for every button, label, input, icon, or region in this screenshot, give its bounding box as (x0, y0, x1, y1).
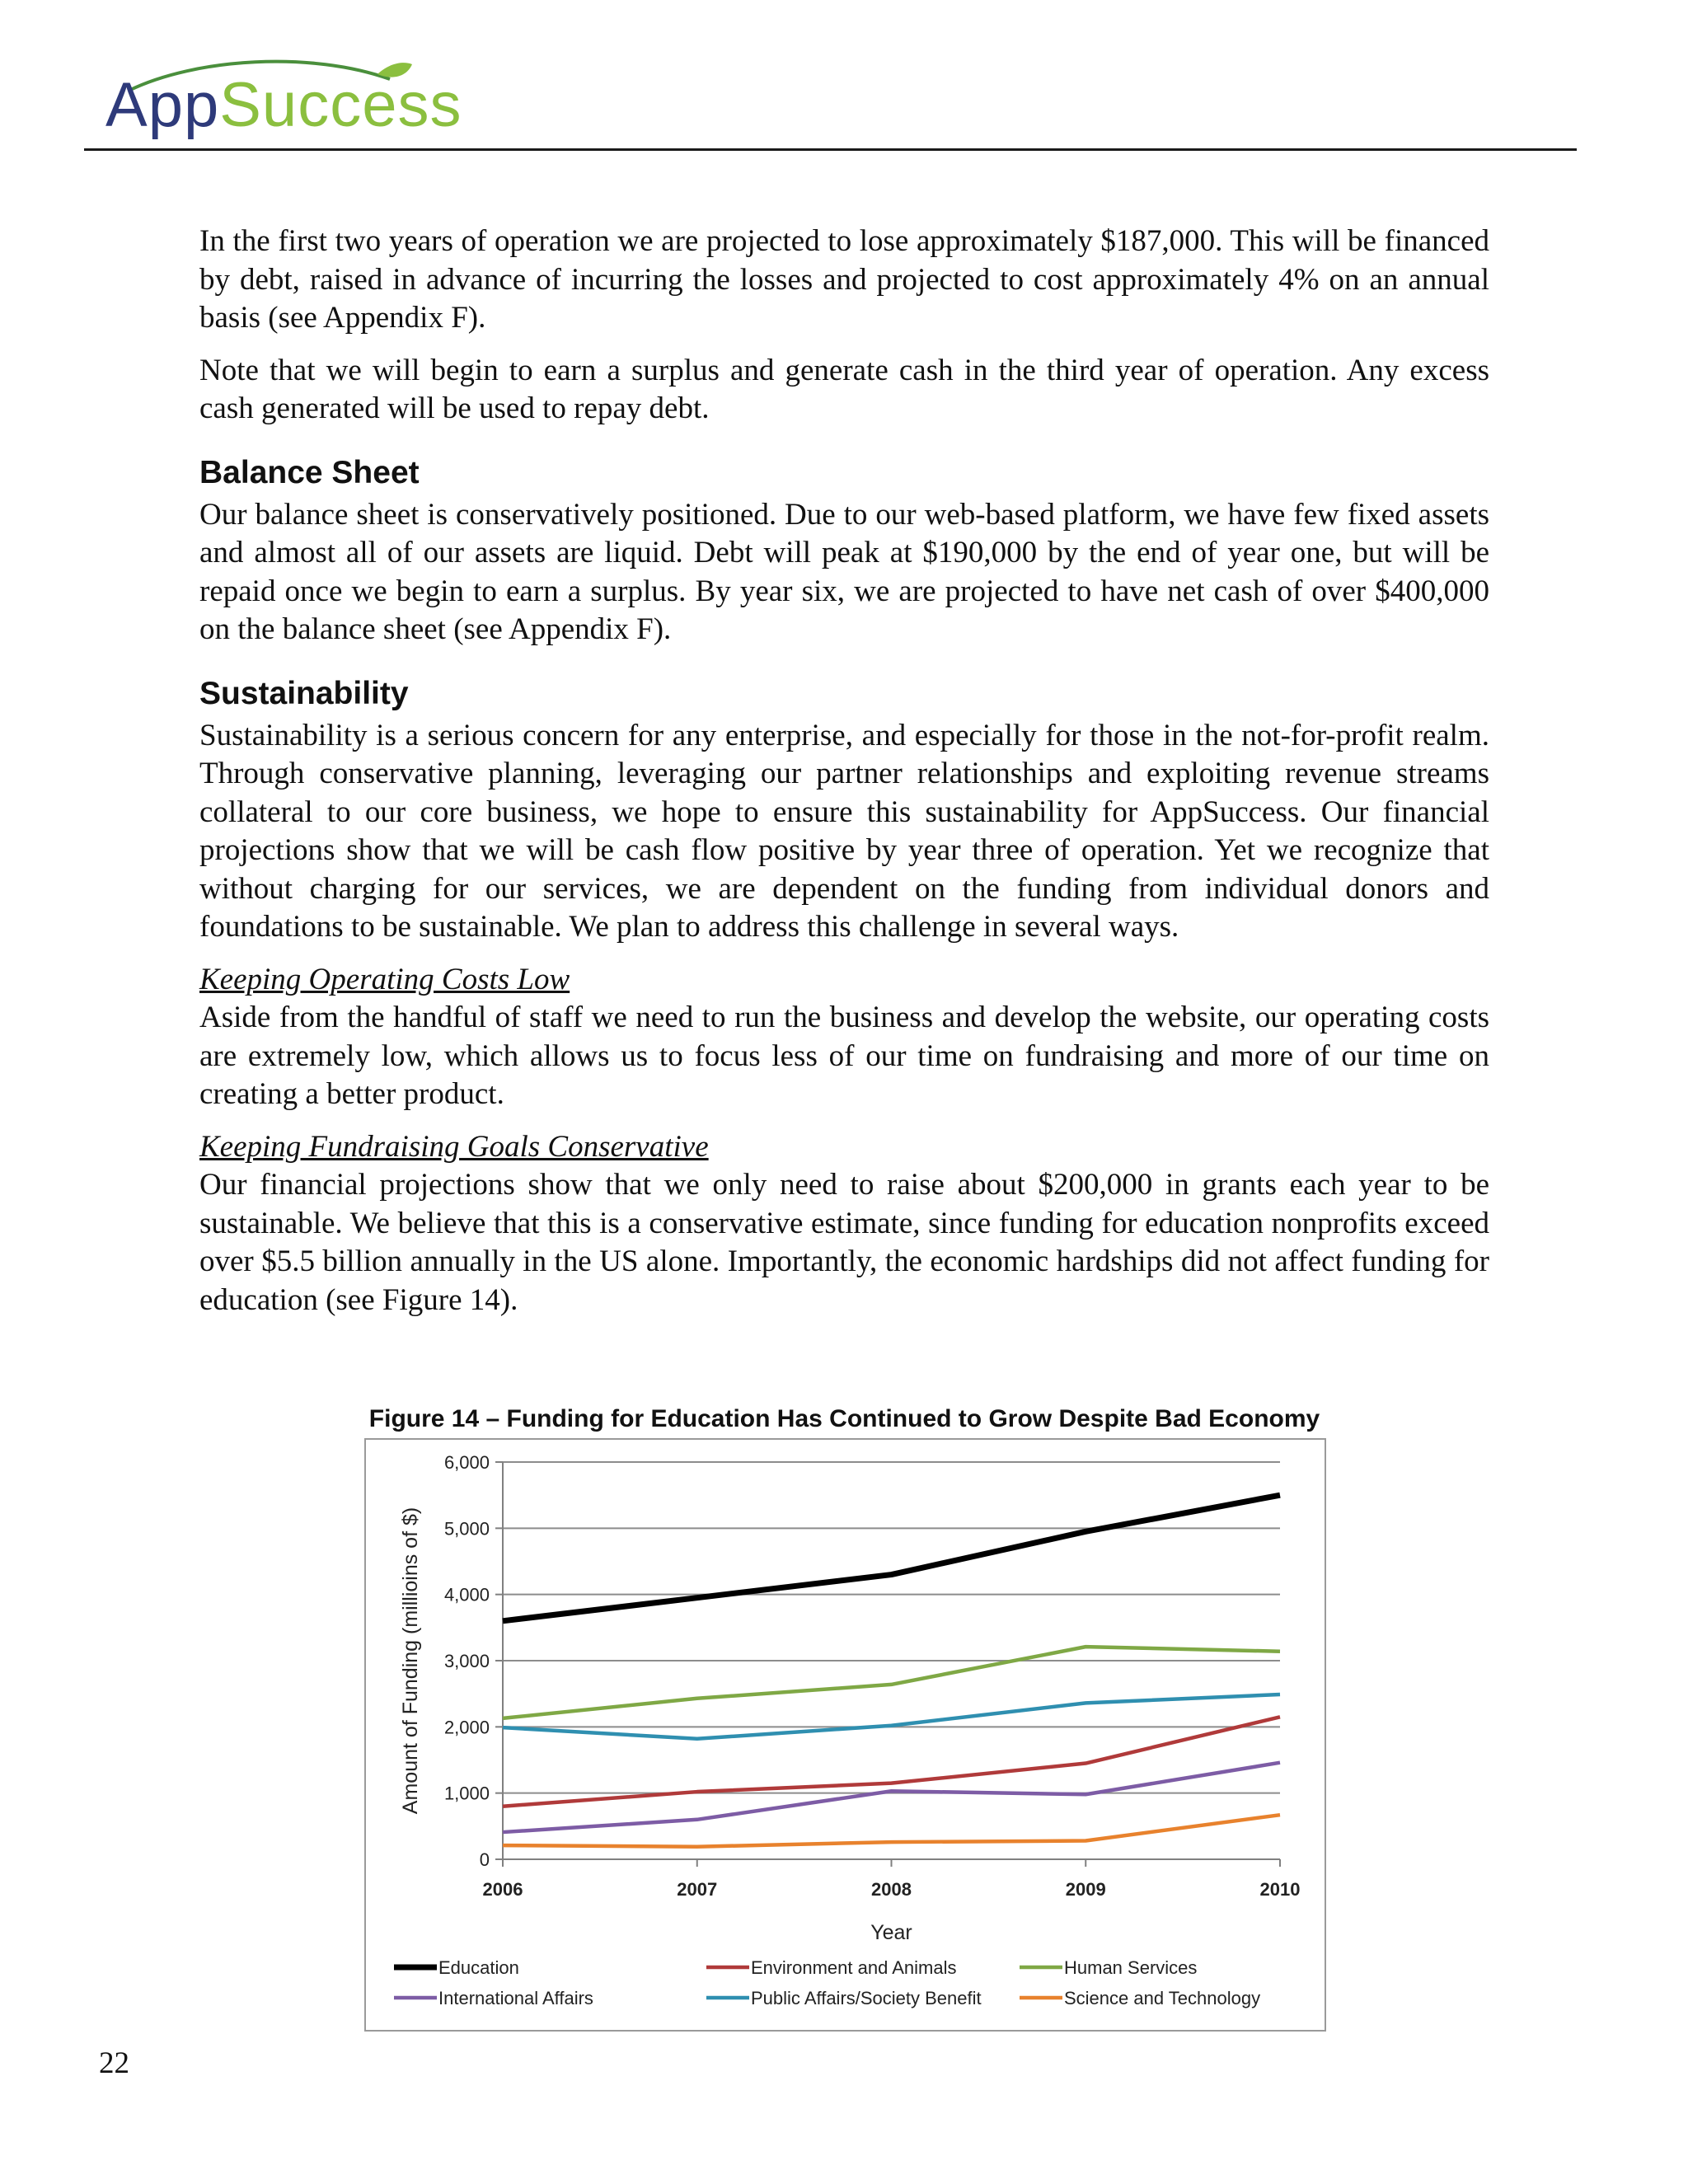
legend-label-international-affairs: International Affairs (438, 1988, 593, 2008)
figure-caption: Figure 14 – Funding for Education Has Continued to Grow Despite Bad Economy (368, 1405, 1320, 1432)
paragraph-sustainability: Sustainability is a serious concern for any enterprise, and especially for those in the not-for-profit realm. Through conservative planning, leveraging our partner relationships and exploiting revenue streams collateral to our core business, we hope to ensure this sustainability for AppSuccess. Our financial projections show that we will be cash flow positive by year three of operation. Yet we recognize that without charging for our services, we are dependent on the funding from individual donors and foundations to be sustainable. We plan to address this challenge in several ways. (199, 718, 1489, 944)
legend-label-environment-and-animals: Environment and Animals (751, 1957, 957, 1978)
series-line-education (503, 1495, 1280, 1621)
logo-wordmark (106, 70, 462, 140)
operating-costs-subheading: Keeping Operating Costs Low (199, 962, 570, 996)
legend-label-education: Education (438, 1957, 519, 1978)
legend-label-science-and-technology: Science and Technology (1064, 1988, 1261, 2008)
legend-label-human-services: Human Services (1064, 1957, 1198, 1978)
x-tick-label: 2009 (1065, 1879, 1106, 1900)
y-tick-label: 5,000 (443, 1518, 490, 1540)
y-tick-label: 2,000 (443, 1717, 490, 1738)
appsuccess-logo (106, 56, 462, 143)
paragraph-operating-costs: Aside from the handful of staff we need to run the business and develop the website, our operating costs are extremely low, which allows us to focus less of our time on fundraising and more of our time on creating a better product. (199, 1001, 1489, 1111)
balance-sheet-heading: Balance Sheet (199, 454, 420, 490)
x-tick-label: 2010 (1259, 1879, 1301, 1900)
series-line-public-affairs-society-benefit (503, 1694, 1280, 1739)
paragraph-balance-sheet: Our balance sheet is conservatively positioned. Due to our web-based platform, we have few fixed assets and almost all of our assets are liquid. Debt will peak at $190,000 by the end of year one, but will be repaid once we begin to earn a surplus. By year six, we are projected to have net cash of over $400,000 on the balance sheet (see Appendix F). (199, 497, 1489, 646)
y-tick-label: 1,000 (443, 1783, 490, 1804)
x-tick-label: 2007 (677, 1879, 718, 1900)
paragraph-fundraising-goals: Our financial projections show that we only need to raise about $200,000 in grants each year to be sustainable. We believe that this is a conservative estimate, since funding for education nonprofits exceed over $5.5 billion annually in the US alone. Importantly, the economic hardships did not affect funding for education (see Figure 14). (199, 1168, 1489, 1317)
chart-svg (366, 1440, 1325, 2030)
series-line-science-and-technology (503, 1815, 1280, 1847)
funding-line-chart (364, 1438, 1326, 2032)
y-tick-label: 4,000 (443, 1584, 490, 1605)
series-line-human-services (503, 1647, 1280, 1718)
page-number: 22 (99, 2046, 129, 2080)
paragraph-losses: In the first two years of operation we are projected to lose approximately $187,000. This will be financed by debt, raised in advance of incurring the losses and projected to cost approximately 4% on an annual basis (see Appendix F). (199, 224, 1489, 335)
logo-app: App (106, 70, 220, 140)
y-axis-title: Amount of Funding (millioins of $) (399, 1507, 422, 1815)
sustainability-heading: Sustainability (199, 675, 409, 711)
paragraph-surplus: Note that we will begin to earn a surplus and generate cash in the third year of operation. Any excess cash generated will be used to repay debt. (199, 353, 1489, 425)
x-tick-label: 2006 (482, 1879, 523, 1900)
y-tick-label: 6,000 (443, 1452, 490, 1473)
legend-label-public-affairs-society-benefit: Public Affairs/Society Benefit (751, 1988, 982, 2008)
fundraising-goals-subheading: Keeping Fundraising Goals Conservative (199, 1129, 709, 1164)
x-axis-title: Year (870, 1921, 912, 1944)
y-tick-label: 3,000 (443, 1651, 490, 1671)
body-text (199, 223, 1489, 1319)
y-tick-label: 0 (479, 1849, 490, 1870)
x-tick-label: 2008 (871, 1879, 912, 1900)
logo-success: Success (219, 70, 462, 140)
header-divider (84, 148, 1577, 151)
